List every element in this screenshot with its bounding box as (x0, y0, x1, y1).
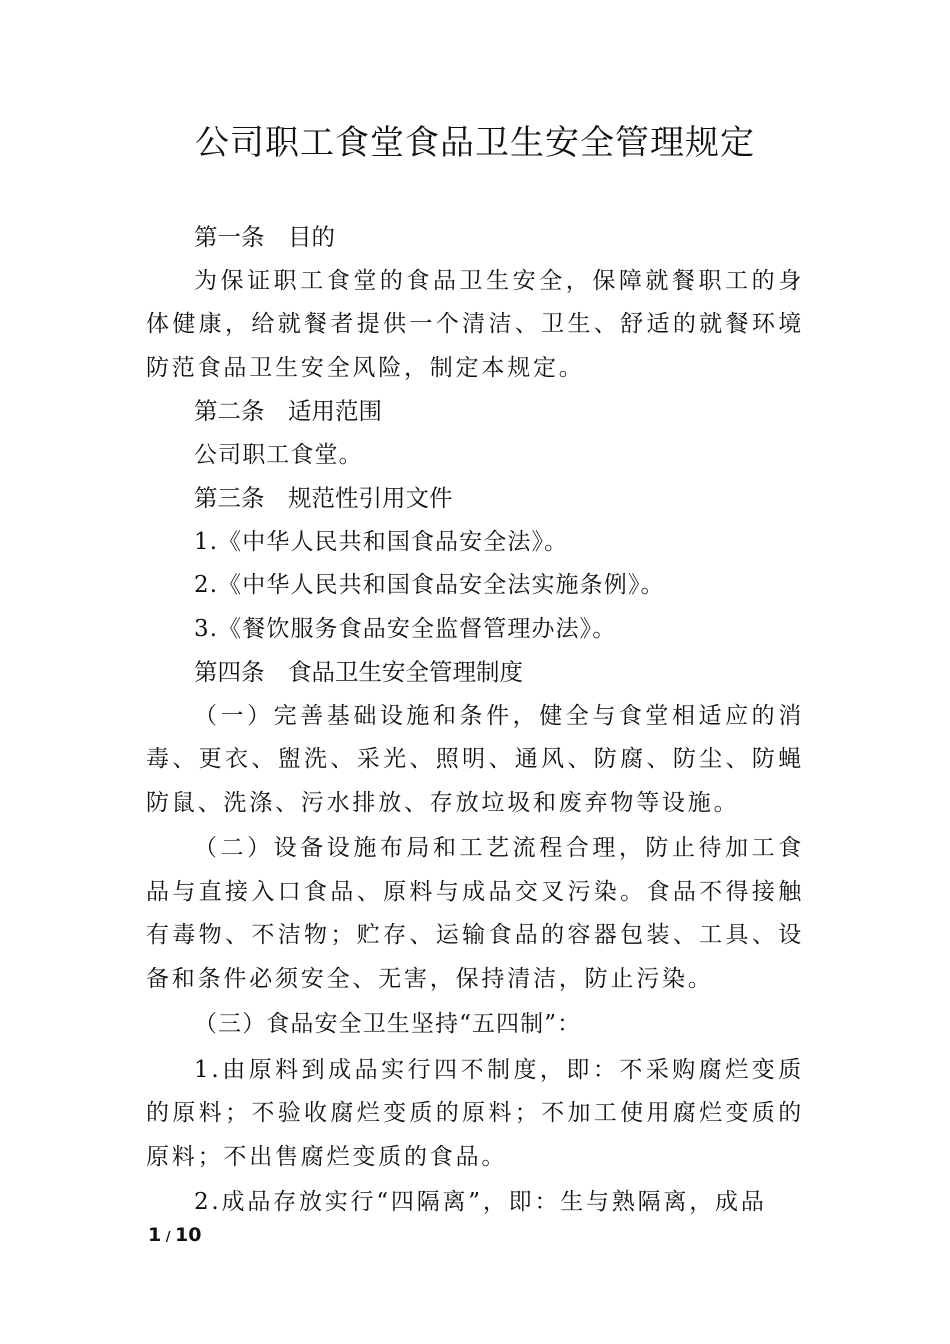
document-body (146, 216, 804, 1225)
paragraph: （二）设备设施布局和工艺流程合理，防止待加工食品与直接入口食品、原料与成品交叉污染。食品不得接触有毒物、不洁物；贮存、运输食品的容器包装、工具、设备和条件必须安全、无害，保持清洁，防止污染。 (146, 835, 804, 992)
list-item: 1.《中华人民共和国食品安全法》。 (194, 528, 569, 555)
paragraph: （一）完善基础设施和条件，健全与食堂相适应的消毒、更衣、盥洗、采光、照明、通风、防腐、防尘、防蝇防鼠、洗涤、污水排放、存放垃圾和废弃物等设施。 (146, 702, 804, 816)
section-heading-2: 第二条 适用范围 (194, 397, 382, 425)
document-title: 公司职工食堂食品卫生安全管理规定 (195, 123, 755, 163)
paragraph: 公司职工食堂。 (194, 441, 363, 468)
page-number (148, 1224, 202, 1246)
page-separator: / (161, 1230, 176, 1245)
section-heading-4: 第四条 食品卫生安全管理制度 (194, 658, 523, 686)
list-item: 2.成品存放实行“四隔离”，即：生与熟隔离，成品 (194, 1189, 767, 1215)
page-current: 1 (148, 1224, 162, 1246)
list-item: 1.由原料到成品实行四不制度，即：不采购腐烂变质的原料；不验收腐烂变质的原料；不加工使用腐烂变质的原料；不出售腐烂变质的食品。 (146, 1056, 804, 1170)
paragraph: （三）食品安全卫生坚持“五四制”： (194, 1011, 582, 1037)
list-item: 2.《中华人民共和国食品安全法实施条例》。 (194, 572, 665, 598)
page-total: 10 (175, 1224, 202, 1246)
list-item: 3.《餐饮服务食品安全监督管理办法》。 (194, 615, 617, 642)
section-heading-1: 第一条 目的 (194, 223, 335, 251)
section-heading-3: 第三条 规范性引用文件 (194, 484, 453, 512)
paragraph: 为保证职工食堂的食品卫生安全，保障就餐职工的身体健康，给就餐者提供一个清洁、卫生、舒适的就餐环境防范食品卫生安全风险，制定本规定。 (146, 267, 804, 381)
